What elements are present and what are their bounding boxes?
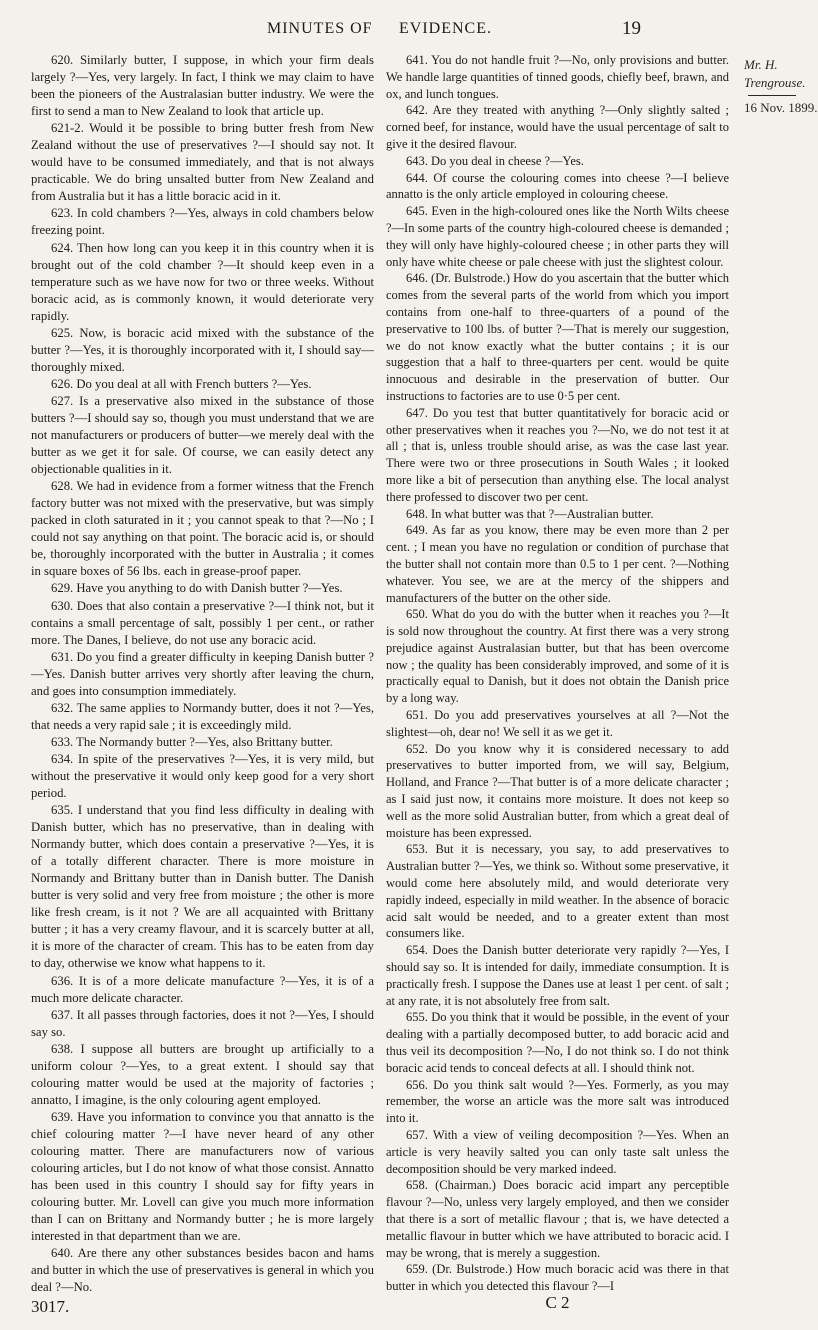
- question-paragraph: 641. You do not handle fruit ?—No, only provisions and butter. We handle large quantities of tinned goods, chiefly beef, brawn, and ox, and lunch tongues.: [386, 53, 729, 101]
- question-paragraph: 637. It all passes through factories, does it not ?—Yes, I should say so.: [31, 1007, 374, 1039]
- question-paragraph: 639. Have you information to convince you that annatto is the chief colouring matter ?—I have never heard of any other colouring matter. There are manufacturers now of various colouring articles, but I do not know of what those consist. Annatto has been used in this country I should say for fifty years in colouring butter. Mr. Lovell can give you much more information than I can on Brittany and Normandy butter ; he is more largely interested in that department than we are.: [31, 1109, 374, 1244]
- question-paragraph: 625. Now, is boracic acid mixed with the substance of the butter ?—Yes, it is thoroughly incorporated with it, I should say—thoroughly mixed.: [31, 325, 374, 374]
- page-header: [0, 8, 800, 42]
- question-paragraph: 659. (Dr. Bulstrode.) How much boracic acid was there in that butter in which you detected this flavour ?—I: [386, 1262, 729, 1294]
- left-column: [31, 52, 374, 1322]
- margin-rule: [748, 95, 796, 96]
- question-paragraph: 651. Do you add preservatives yourselves at all ?—Not the slightest—oh, dear no! We sell it as we get it.: [386, 708, 729, 739]
- question-paragraph: 640. Are there any other substances besides bacon and hams and butter in which the use of preservatives is general in which you deal ?—No.: [31, 1246, 374, 1295]
- witness-name-line1: Mr. H.: [744, 57, 778, 72]
- question-paragraph: 629. Have you anything to do with Danish butter ?—Yes.: [51, 581, 343, 596]
- question-paragraph: 632. The same applies to Normandy butter, does it not ?—Yes, that needs a very rapid sale ; it is exceedingly mild.: [31, 700, 374, 732]
- print-number: 3017.: [31, 1297, 70, 1317]
- question-paragraph: 628. We had in evidence from a former witness that the French factory butter was not mixed with the preservative, but was simply packed in cloth saturated in it ; you cannot speak to that ?—No ; I could not say anything on that point. The boracic acid is, or should be, thoroughly incorporated with the butter in Australia ; it comes in square boxes of 56 lbs. each in grease-proof paper.: [31, 479, 374, 579]
- question-paragraph: 638. I suppose all butters are brought up artificially to a uniform colour ?—Yes, to a great extent. I should say that colouring matter would be used at the majority of factories ; annatto, I imagine, is the only colouring agent employed.: [31, 1041, 374, 1107]
- signature-mark: C 2: [545, 1292, 570, 1312]
- question-paragraph: 626. Do you deal at all with French butters ?—Yes.: [51, 376, 312, 391]
- question-paragraph: 636. It is of a more delicate manufacture ?—Yes, it is of a much more delicate character.: [31, 973, 374, 1005]
- question-paragraph: 642. Are they treated with anything ?—Only slightly salted ; corned beef, for instance, would have the usual percentage of salt to give it the desired flavour.: [386, 103, 729, 151]
- question-paragraph: 652. Do you know why it is considered necessary to add preservatives to butter imported from, we will say, Belgium, Holland, and France ?—That butter is of a more delicate character ; as I said just now, it contains more moisture. It does not keep so well as the more solid Australian butter, from which a great deal of moisture has been expressed.: [386, 741, 729, 840]
- question-paragraph: 627. Is a preservative also mixed in the substance of those butters ?—I should say so, though you must understand that we are not manufacturers or producers of butter—we merely deal with the butter as we get it for sale. Of course, we can easily detect any objectionable qualities in it.: [31, 393, 374, 477]
- witness-date: 16 Nov. 1899.: [744, 100, 818, 115]
- question-paragraph: 635. I understand that you find less difficulty in dealing with Danish butter, which has no preservative, than in dealing with Normandy butter, which does contain a preservative ?—Yes, it is of a totally different character. There is more moisture in Normandy and Brittany butter than in Danish butter. The Danish butter is very solid and very free from moisture ; the other is more like fresh cream, is it not ? We are all acquainted with Brittany butter ; it has a very creamy flavour, and it is scarcely butter at all, it is more of the character of cream. This has to be eaten from day to day, otherwise we know what happens to it.: [31, 803, 374, 971]
- question-paragraph: 648. In what butter was that ?—Australian butter.: [406, 506, 654, 521]
- question-paragraph: 630. Does that also contain a preservative ?—I think not, but it contains a small percentage of salt, possibly 1 per cent., or rather more. The Danes, I believe, do not use any boracic acid.: [31, 598, 374, 647]
- question-paragraph: 653. But it is necessary, you say, to add preservatives to Australian butter ?—Yes, we think so. Without some preservative, it would come here absolutely mild, and would deteriorate very rapidly indeed, especially in mild weather. In the absence of boracic acid salt would be needed, and to a greater extent than most consumers like.: [386, 842, 729, 941]
- question-paragraph: 657. With a view of veiling decomposition ?—Yes. When an article is very heavily salted you can only taste salt unless the decomposition should be very marked indeed.: [386, 1128, 729, 1176]
- question-paragraph: 620. Similarly butter, I suppose, in which your firm deals largely ?—Yes, very largely. In fact, I think we may claim to have been the pioneers of the Australasian butter industry. We were the first to send a man to New Zealand to look that article up.: [31, 53, 374, 119]
- question-paragraph: 631. Do you find a greater difficulty in keeping Danish butter ?—Yes. Danish butter arrives very shortly after leaving the churn, and goes into consumption immediately.: [31, 649, 374, 698]
- question-paragraph: 624. Then how long can you keep it in this country when it is brought out of the cold chamber ?—It should keep even in a temperature such as we have now for two or three weeks. Without boracic acid, as is commonly known, it would deteriorate very rapidly.: [31, 240, 374, 323]
- witness-name-line2: Trengrouse.: [744, 75, 806, 90]
- question-paragraph: 623. In cold chambers ?—Yes, always in cold chambers below freezing point.: [31, 206, 374, 238]
- running-head-left: MINUTES OF: [267, 20, 373, 37]
- question-paragraph: 656. Do you think salt would ?—Yes. Formerly, as you may remember, the worse an article was the more salt was introduced into it.: [386, 1077, 729, 1126]
- page-number: 19: [622, 18, 641, 39]
- right-column: [386, 52, 729, 1322]
- question-paragraph: 650. What do you do with the butter when it reaches you ?—It is sold now throughout the country. At first there was a very strong prejudice against Australasian butter, but that has been overcome now ; the quality has been considerably improved, and some of it is practically equal to Danish, but it does not obtain the Danish price by a long way.: [386, 607, 729, 706]
- question-paragraph: 634. In spite of the preservatives ?—Yes, it is very mild, but without the preservative it would only keep good for a very short period.: [31, 751, 374, 801]
- question-paragraph: 646. (Dr. Bulstrode.) How do you ascertain that the butter which comes from the several parts of the world from which you import contains from one-half to three-quarters of a pound of the preservative to 100 lbs. of butter ?—That is merely our suggestion, we do not know exactly what the butter contains ; it is our suggestion that a half to three-quarters per cent. would be quite innocuous and desirable in the preservation of butter. Our instructions to factories are to use 0·5 per cent.: [386, 271, 729, 403]
- question-paragraph: 645. Even in the high-coloured ones like the North Wilts cheese ?—In some parts of the country high-coloured cheese is demanded ; they will only have highly-coloured cheese ; in other parts they will only have white cheese or pale cheese with just the slightest colour.: [386, 204, 729, 269]
- question-paragraph: 655. Do you think that it would be possible, in the event of your dealing with a partially decomposed butter, to add boracic acid and thus veil its decomposition ?—No, I do not think so. I do not think boracic acid tends to conceal defects at all. I should think not.: [386, 1010, 729, 1075]
- question-paragraph: 649. As far as you know, there may be even more than 2 per cent. ; I mean you have no regulation or condition of purchase that the butter shall not contain more than 0.5 to 1 per cent. ?—Nothing whatever. You see, we are at the mercy of the shippers and manufacturers of the butter on the other side.: [386, 523, 729, 605]
- question-paragraph: 658. (Chairman.) Does boracic acid impart any perceptible flavour ?—No, unless very largely employed, and then we consider that there is a sort of metallic flavour ; that is, we have detected a metallic flavour in butter which we have attributed to boracic acid. I may be wrong, that is merely a suggestion.: [386, 1178, 729, 1260]
- question-paragraph: 643. Do you deal in cheese ?—Yes.: [406, 153, 584, 168]
- question-paragraph: 644. Of course the colouring comes into cheese ?—I believe annatto is the only article employed in colouring cheese.: [386, 170, 729, 202]
- witness-margin-note: [744, 56, 818, 117]
- question-paragraph: 647. Do you test that butter quantitatively for boracic acid or other preservatives when it reaches you ?—No, we do not test it at all ; that is, unless trouble should arise, as was the case last year. There were two or three prosecutions in South Wales ; it looked more like a bit of persecution than anything else. The local analyst there professed to discover two per cent.: [386, 405, 729, 504]
- question-paragraph: 633. The Normandy butter ?—Yes, also Brittany butter.: [51, 734, 333, 749]
- question-paragraph: 621-2. Would it be possible to bring butter fresh from New Zealand without the use of preservatives ?—I should say not. It would have to be consumed immediately, and that is not always practicable. We do bring unsalted butter from New Zealand and from Australia but it has a little boracic acid in it.: [31, 121, 374, 204]
- question-paragraph: 654. Does the Danish butter deteriorate very rapidly ?—Yes, I should say so. It is intended for daily, immediate consumption. It is practically fresh. I suppose the Danes use at least 1 per cent. of salt ; at any rate, it is not absolutely free from salt.: [386, 943, 729, 1008]
- running-head-right: EVIDENCE.: [399, 20, 492, 37]
